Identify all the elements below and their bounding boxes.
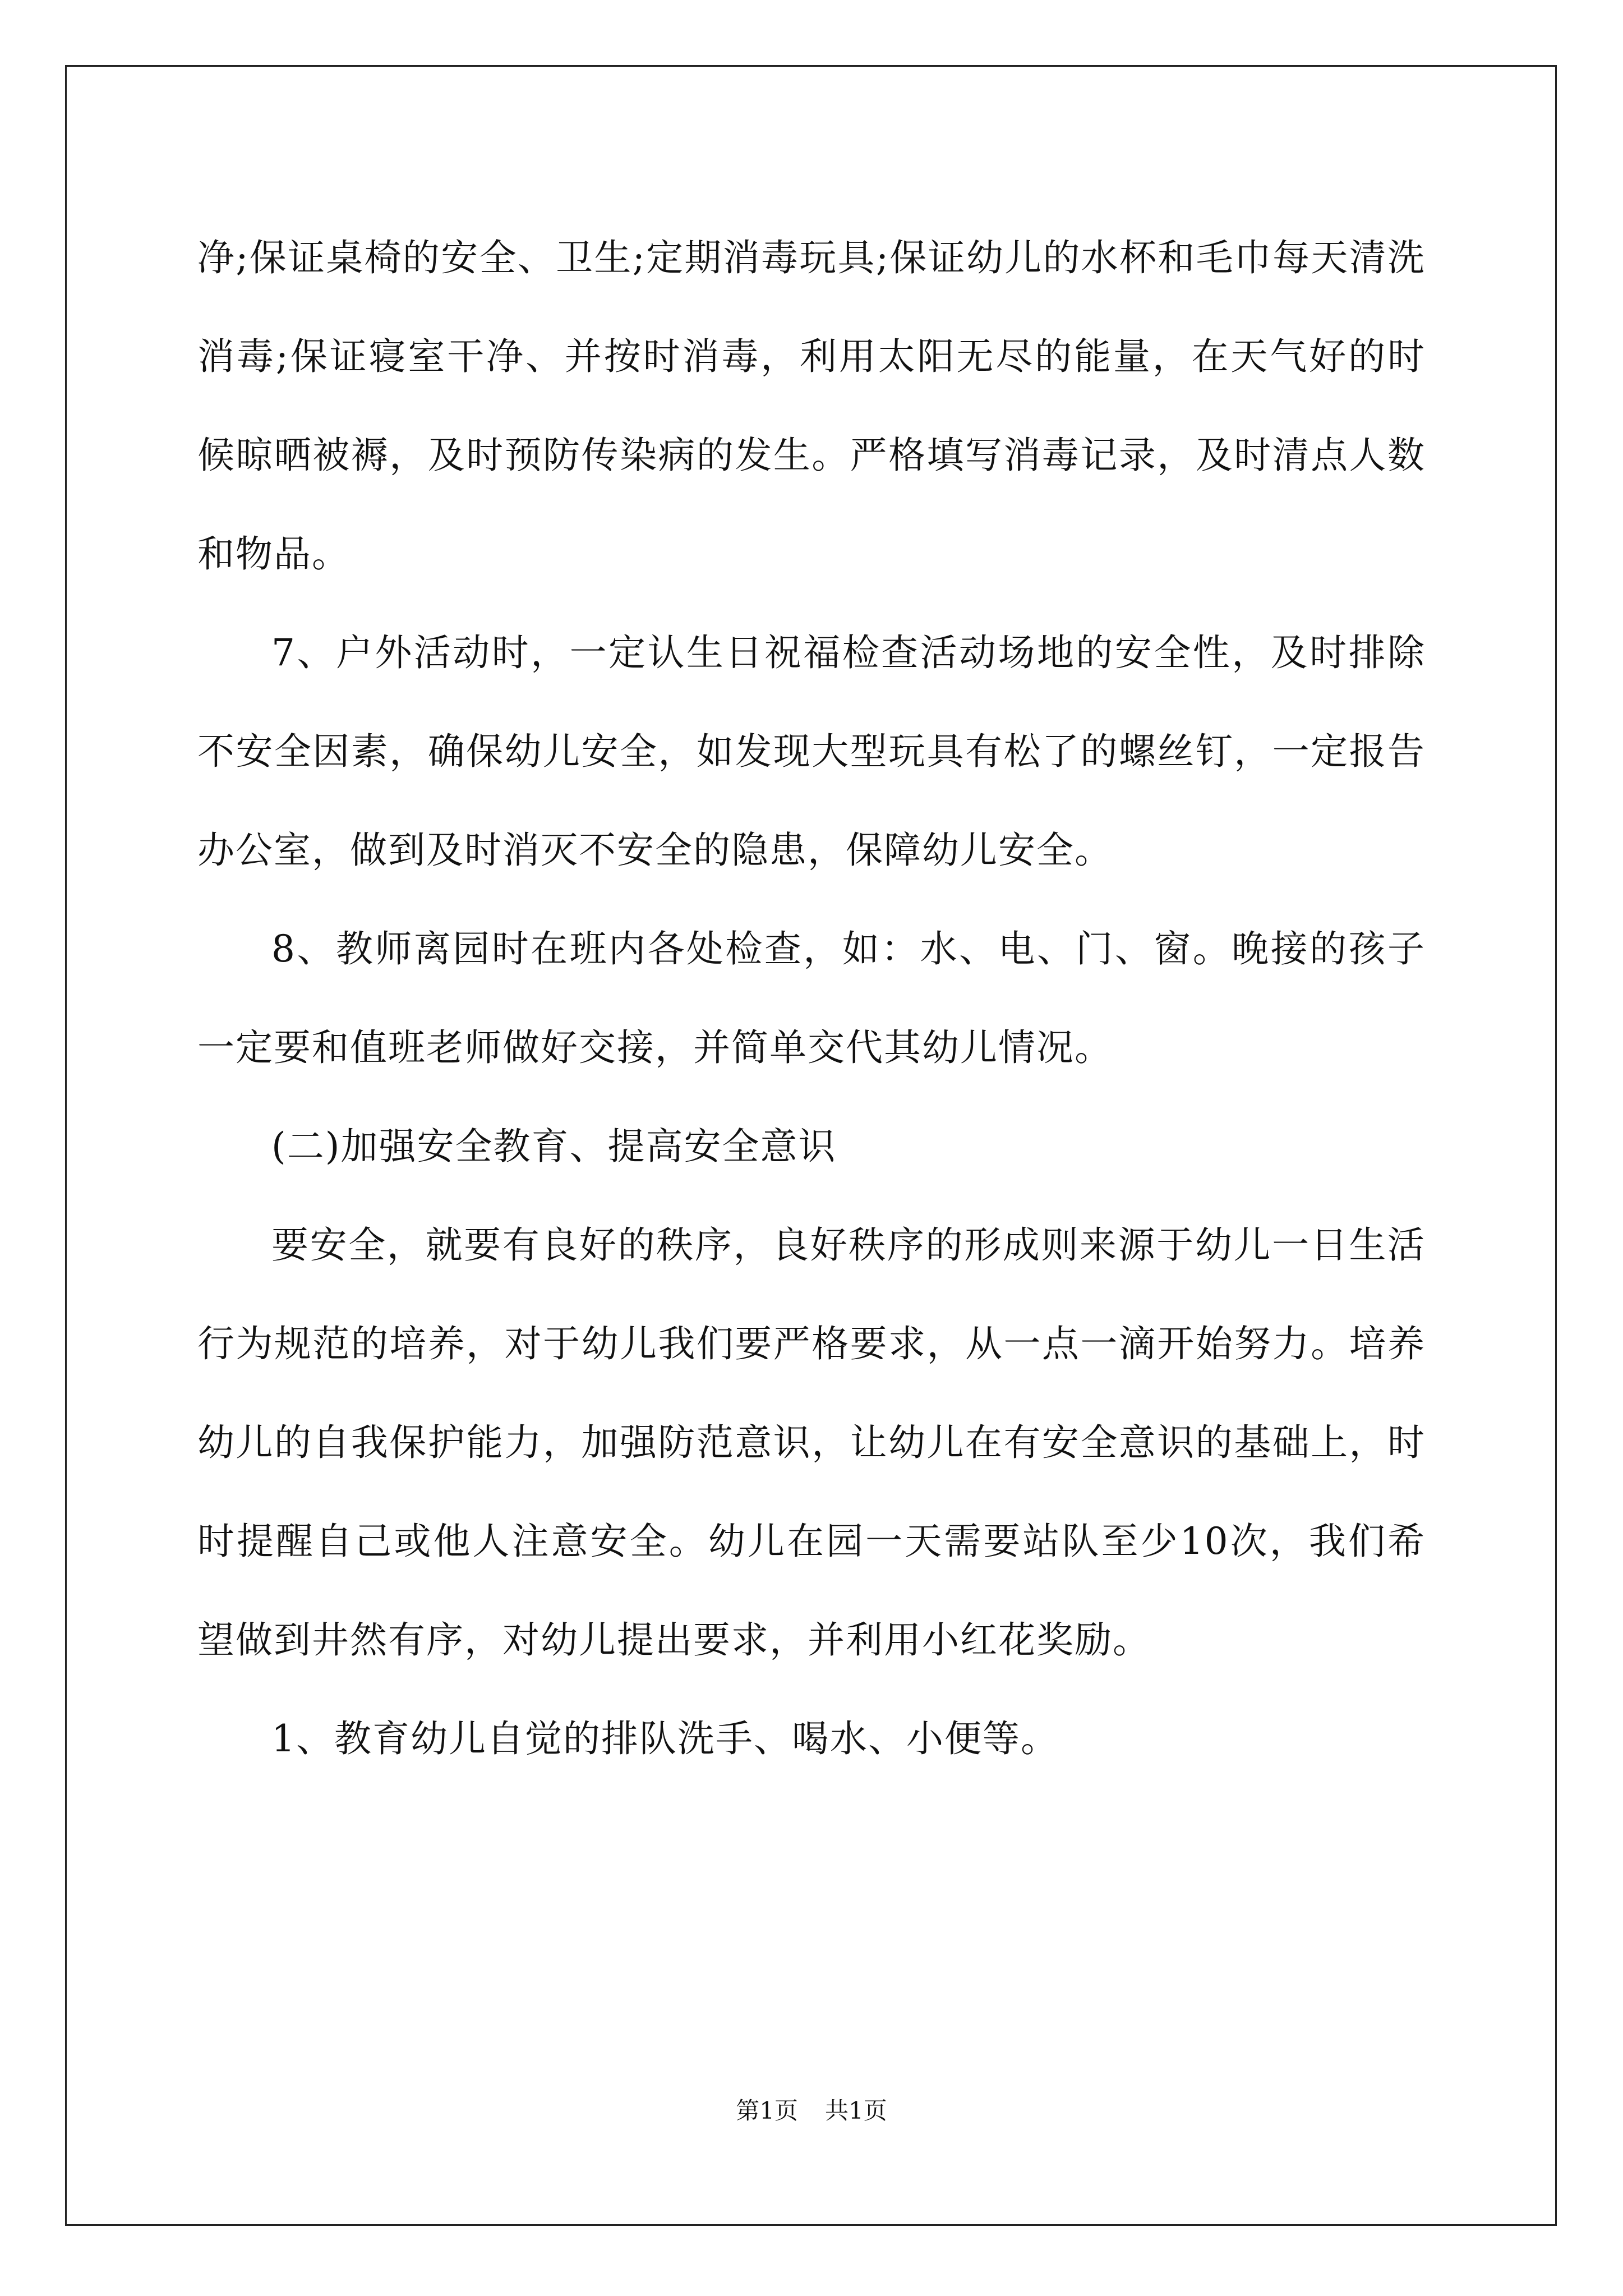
section-heading: (二)加强安全教育、提高安全意识 bbox=[271, 1125, 837, 1168]
paragraph: 8、教师离园时在班内各处检查，如：水、电、门、窗。晚接的孩子一定要和值班老师做好交接，并简单交代其幼儿情况。 bbox=[197, 927, 1426, 1069]
paragraph: 净;保证桌椅的安全、卫生;定期消毒玩具;保证幼儿的水杯和毛巾每天清洗消毒;保证寝室干净、并按时消毒，利用太阳无尽的能量，在天气好的时候晾晒被褥，及时预防传染病的发生。严格填写消毒记录，及时清点人数和物品。 bbox=[197, 236, 1426, 576]
paragraph: 7、户外活动时，一定认生日祝福检查活动场地的安全性，及时排除不安全因素，确保幼儿安全，如发现大型玩具有松了的螺丝钉，一定报告办公室，做到及时消灭不安全的隐患，保障幼儿安全。 bbox=[197, 631, 1426, 872]
paragraph: 要安全，就要有良好的秩序，良好秩序的形成则来源于幼儿一日生活行为规范的培养，对于幼儿我们要严格要求，从一点一滴开始努力。培养幼儿的自我保护能力，加强防范意识，让幼儿在有安全意识的基础上，时时提醒自己或他人注意安全。幼儿在园一天需要站队至少10次，我们希望做到井然有序，对幼儿提出要求，并利用小红花奖励。 bbox=[197, 1223, 1426, 1662]
page-total: 共1页 bbox=[825, 2097, 887, 2124]
page-footer bbox=[0, 2092, 1623, 2126]
paragraph: 1、教育幼儿自觉的排队洗手、喝水、小便等。 bbox=[271, 1717, 1059, 1760]
page-number: 第1页 bbox=[736, 2097, 798, 2124]
document-body bbox=[197, 209, 1426, 1788]
